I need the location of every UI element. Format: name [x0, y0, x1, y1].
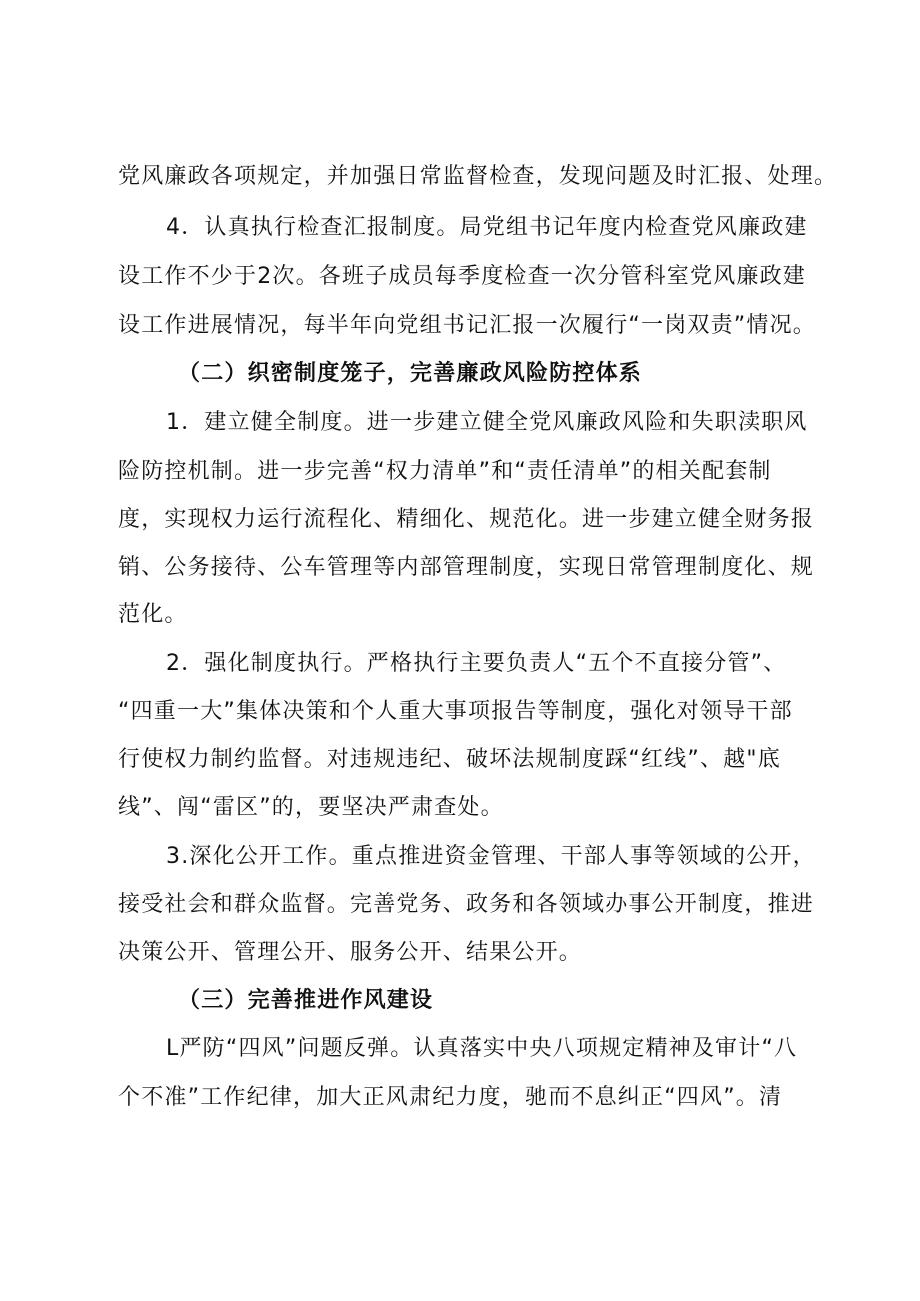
text-line: 线”、闯“雷区”的，要坚决严肃查处。: [118, 795, 504, 820]
text-line: 4．认真执行检查汇报制度。局党组书记年度内检查党风廉政建: [166, 215, 808, 240]
text-line: 范化。: [118, 602, 188, 627]
text-line: 3.深化公开工作。重点推进资金管理、干部人事等领域的公开，: [166, 844, 816, 869]
section-heading: （三）完善推进作风建设: [178, 988, 434, 1013]
text-line: 党风廉政各项规定，并加强日常监督检查，发现问题及时汇报、处理。: [118, 164, 838, 189]
text-line: “四重一大”集体决策和个人重大事项报告等制度，强化对领导干部: [118, 699, 793, 724]
text-line: 销、公务接待、公车管理等内部管理制度，实现日常管理制度化、规: [118, 555, 815, 580]
text-line: 险防控机制。进一步完善“权力清单”和“责任清单”的相关配套制: [118, 459, 772, 484]
text-line: L严防“四风”问题反弹。认真落实中央八项规定精神及审计“八: [166, 1036, 798, 1061]
text-line: 2．强化制度执行。严格执行主要负责人“五个不直接分管”、: [166, 651, 787, 676]
text-line: 个不准”工作纪律，加大正风肃纪力度，驰而不息纠正“四风”。清: [118, 1085, 783, 1110]
text-line: 设工作不少于2次。各班子成员每季度检查一次分管科室党风廉政建: [118, 264, 806, 289]
text-line: 行使权力制约监督。对违规违纪、破坏法规制度踩“红线”、越"底: [118, 747, 781, 772]
section-heading: （二）织密制度笼子，完善廉政风险防控体系: [178, 361, 643, 386]
text-line: 设工作进展情况，每半年向党组书记汇报一次履行“一岗双责”情况。: [118, 313, 816, 338]
text-line: 决策公开、管理公开、服务公开、结果公开。: [118, 940, 583, 965]
text-line: 度，实现权力运行流程化、精细化、规范化。进一步建立健全财务报: [118, 507, 815, 532]
text-line: 接受社会和群众监督。完善党务、政务和各领域办事公开制度，推进: [118, 892, 815, 917]
text-line: 1．建立健全制度。进一步建立健全党风廉政风险和失职渎职风: [166, 410, 808, 435]
